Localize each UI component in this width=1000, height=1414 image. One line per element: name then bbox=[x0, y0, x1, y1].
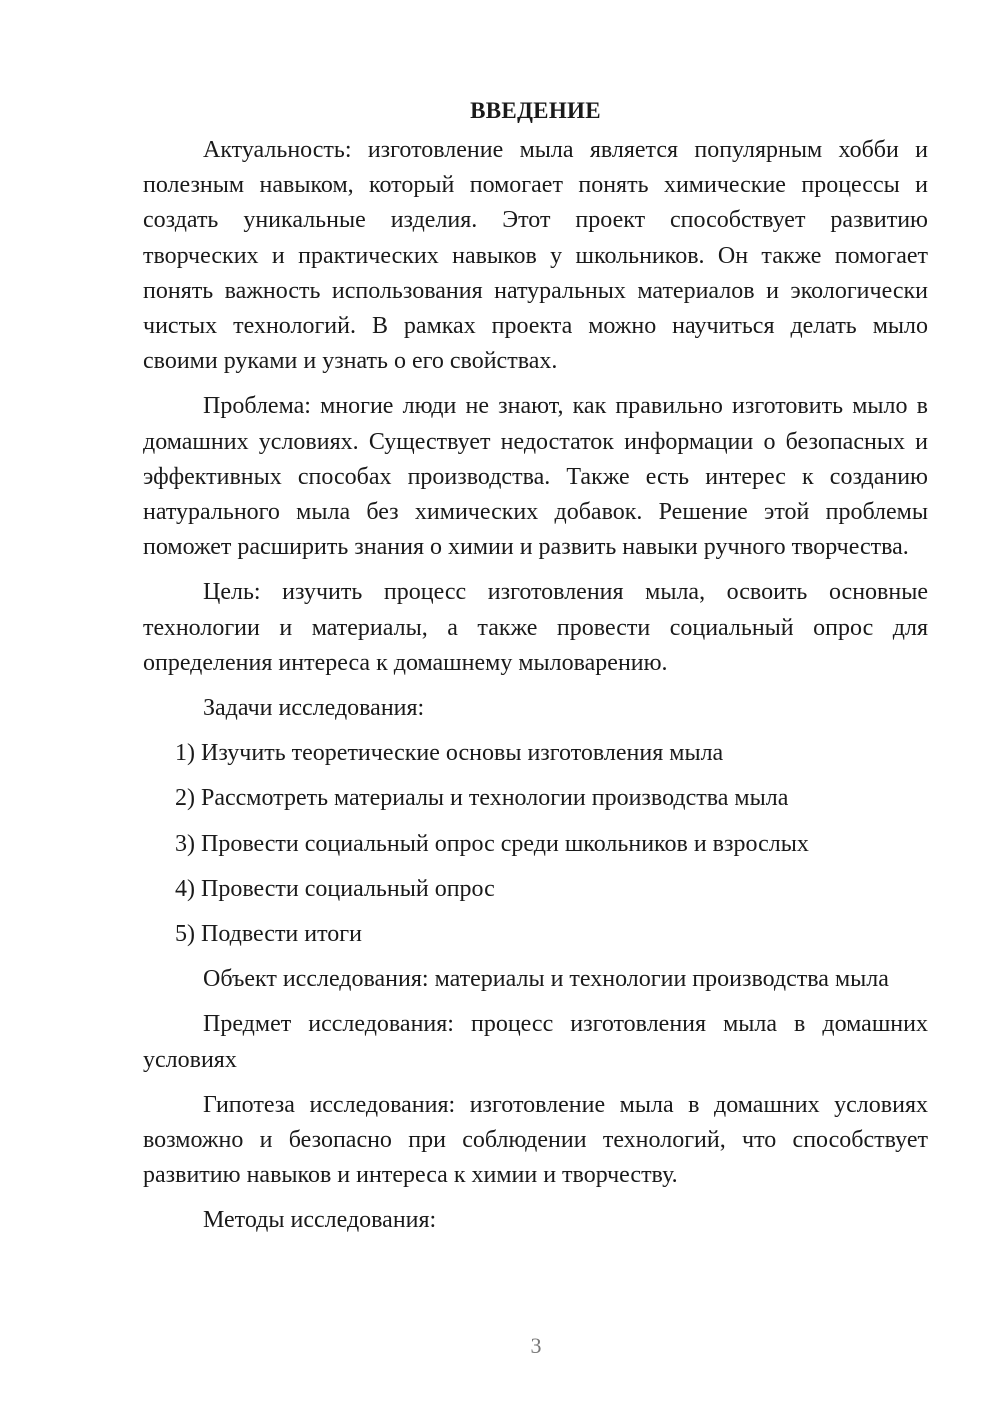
methods-heading: Методы исследования: bbox=[203, 1207, 437, 1234]
page-content bbox=[143, 95, 928, 1239]
tasks-block bbox=[143, 691, 928, 952]
task-item: 2) Рассмотреть материалы и технологии производства мыла bbox=[175, 785, 789, 812]
page-number: 3 bbox=[530, 1333, 542, 1358]
paragraph-relevance: Актуальность: изготовление мыла является популярным хобби и полезным навыком, который помогает понять химические процессы и создать уникальные изделия. Этот проект способствует развитию творческих и практических навыков у школьников. Он также помогает понять важность использования натуральных материалов и экологически чистых технологий. В рамках проекта можно научиться делать мыло своими руками и узнать о его свойствах. bbox=[143, 137, 928, 375]
paragraph-hypothesis: Гипотеза исследования: изготовление мыла в домашних условиях возможно и безопасно при соблюдении технологий, что способствует развитию навыков и интереса к химии и творчеству. bbox=[143, 1091, 928, 1189]
task-item: 3) Провести социальный опрос среди школьников и взрослых bbox=[175, 830, 809, 857]
paragraph-object: Объект исследования: материалы и технологии производства мыла bbox=[203, 966, 889, 993]
task-item: 4) Провести социальный опрос bbox=[175, 875, 495, 902]
section-title: ВВЕДЕНИЕ bbox=[470, 98, 601, 123]
paragraph-problem: Проблема: многие люди не знают, как правильно изготовить мыло в домашних условиях. Существует недостаток информации о безопасных и эффективных способах производства. Также есть интерес к созданию натурального мыла без химических добавок. Решение этой проблемы поможет расширить знания о химии и развить навыки ручного творчества. bbox=[143, 393, 928, 561]
tasks-heading: Задачи исследования: bbox=[203, 695, 425, 722]
paragraph-goal: Цель: изучить процесс изготовления мыла, освоить основные технологии и материалы, а также провести социальный опрос для определения интереса к домашнему мыловарению. bbox=[143, 579, 928, 676]
task-item: 1) Изучить теоретические основы изготовления мыла bbox=[175, 740, 724, 767]
task-item: 5) Подвести итоги bbox=[175, 921, 362, 948]
paragraph-subject: Предмет исследования: процесс изготовления мыла в домашних условиях bbox=[143, 1011, 928, 1073]
